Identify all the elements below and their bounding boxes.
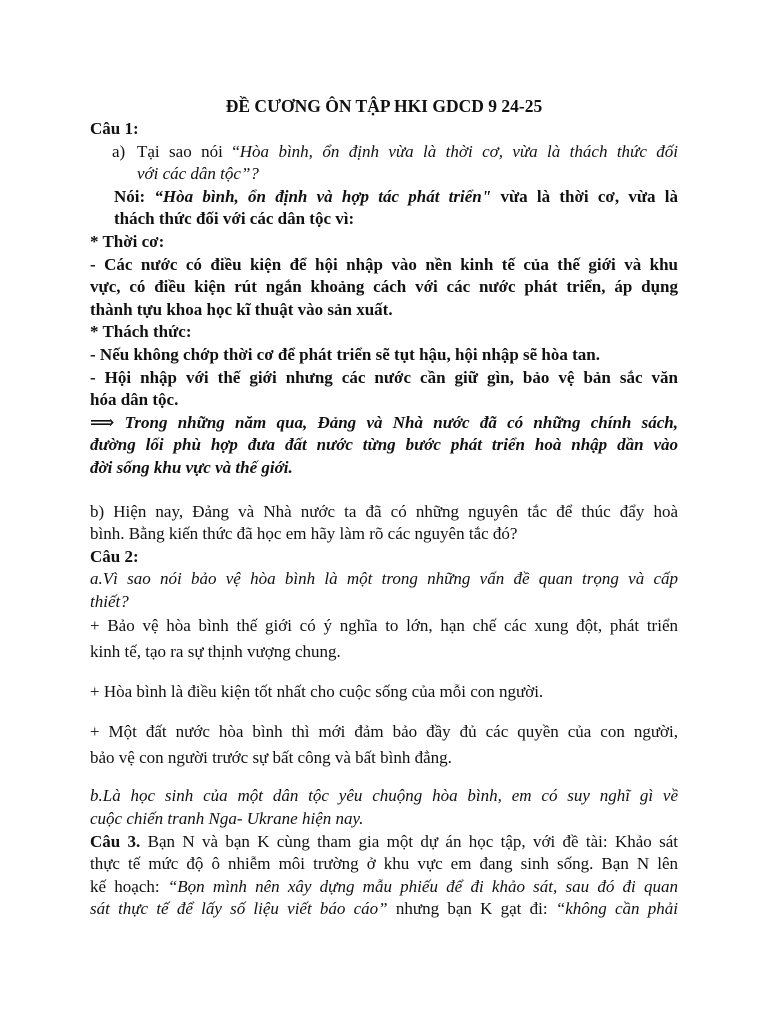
question-3-line-4 xyxy=(90,898,678,921)
noi-label: Nói: xyxy=(114,186,155,206)
thoi-co-heading: * Thời cơ: xyxy=(90,231,165,251)
thach-thuc-heading: * Thách thức: xyxy=(90,322,192,342)
question-3-plain: kế hoạch: xyxy=(90,876,168,896)
question-1b-line-1: b) Hiện nay, Đảng và Nhà nước ta đã có những nguyên tắc để thúc đẩy hoà xyxy=(90,501,678,521)
answer-2a-point-3-line-1: + Một đất nước hòa bình thì mới đảm bảo đầy đủ các quyền của con người, xyxy=(90,722,678,742)
conclusion-line-3: đời sống khu vực và thế giới. xyxy=(90,457,293,477)
noi-rest: vừa là thời cơ, vừa là xyxy=(491,186,678,206)
spacer xyxy=(90,480,678,501)
answer-2a-point-1-line-1: + Bảo vệ hòa bình thế giới có ý nghĩa to lớn, hạn chế các xung đột, phát triển xyxy=(90,616,678,636)
question-3-line-3 xyxy=(90,876,678,899)
thach-thuc-line-1: - Nếu không chớp thời cơ để phát triển sẽ tụt hậu, hội nhập sẽ hòa tan. xyxy=(90,344,600,364)
thoi-co-line-2: vực, có điều kiện rút ngắn khoảng cách với các nước phát triển, áp dụng xyxy=(90,277,678,297)
question-2-heading: Câu 2: xyxy=(90,546,139,566)
spacer xyxy=(90,705,678,719)
answer-2a-point-3-line-2: bảo vệ con người trước sự bất công và bất bình đẳng. xyxy=(90,748,452,768)
conclusion-line-2: đường lối phù hợp đưa đất nước từng bước phát triển hoà nhập dần vào xyxy=(90,435,678,455)
thoi-co-line-1: - Các nước có điều kiện để hội nhập vào nền kinh tế của thế giới và khu xyxy=(90,254,678,274)
question-1a-cont: với các dân tộc”? xyxy=(137,164,259,184)
page-title: ĐỀ CƯƠNG ÔN TẬP HKI GDCD 9 24-25 xyxy=(225,96,543,116)
question-3-text: Bạn N và bạn K cùng tham gia một dự án học tập, với đề tài: Khảo sát xyxy=(140,831,678,851)
question-3-plain-2: nhưng bạn K gạt đi: xyxy=(387,899,556,919)
noi-quote: “Hòa bình, ổn định và hợp tác phát triển" xyxy=(154,186,492,206)
question-2a-line-1: a.Vì sao nói bảo vệ hòa bình là một trong những vấn đề quan trọng và cấp xyxy=(90,569,678,589)
thoi-co-line-3: thành tựu khoa học kĩ thuật vào sản xuất. xyxy=(90,299,393,319)
question-3-heading: Câu 3. xyxy=(90,831,141,851)
question-2b-line-1: b.Là học sinh của một dân tộc yêu chuộng hòa bình, em có suy nghĩ gì về xyxy=(90,786,678,806)
answer-2a-point-1-line-2: kinh tế, tạo ra sự thịnh vượng chung. xyxy=(90,642,341,662)
answer-1a-intro-cont: thách thức đối với các dân tộc vì: xyxy=(114,209,355,229)
question-1a-prefix: Tại sao nói “ xyxy=(137,141,240,161)
answer-1a-intro xyxy=(90,186,678,209)
question-1a xyxy=(90,141,678,164)
question-1a-quote: Hòa bình, ổn định vừa là thời cơ, vừa là thách thức đối xyxy=(239,141,678,161)
question-3-line-2: thực tế mức độ ô nhiễm môi trường ở khu vực em đang sinh sống. Bạn N lên xyxy=(90,854,678,874)
question-2b-line-2: cuộc chiến tranh Nga- Ukrane hiện nay. xyxy=(90,809,364,829)
question-3-line-1 xyxy=(90,831,678,854)
item-label: a) xyxy=(112,141,126,161)
question-3-quote-k: “không cần phải xyxy=(555,899,678,919)
answer-2a-point-2: + Hòa bình là điều kiện tốt nhất cho cuộc sống của mỗi con người. xyxy=(90,682,544,702)
spacer xyxy=(90,771,678,785)
question-3-quote-n: “Bọn mình nên xây dựng mẫu phiếu để đi khảo sát, sau đó đi quan xyxy=(167,876,678,896)
thach-thuc-line-3: hóa dân tộc. xyxy=(90,390,179,410)
spacer xyxy=(90,665,678,679)
question-2a-line-2: thiết? xyxy=(90,591,129,611)
question-3-quote-n-end: sát thực tế để lấy số liệu viết báo cáo” xyxy=(90,899,388,919)
thach-thuc-line-2: - Hội nhập với thế giới nhưng các nước cần giữ gìn, bảo vệ bản sắc văn xyxy=(90,367,678,387)
question-1-heading: Câu 1: xyxy=(90,119,139,138)
conclusion-line-1: ⟹ Trong những năm qua, Đảng và Nhà nước đã có những chính sách, xyxy=(90,412,678,432)
question-1b-line-2: bình. Bằng kiến thức đã học em hãy làm rõ các nguyên tắc đó? xyxy=(90,524,518,544)
